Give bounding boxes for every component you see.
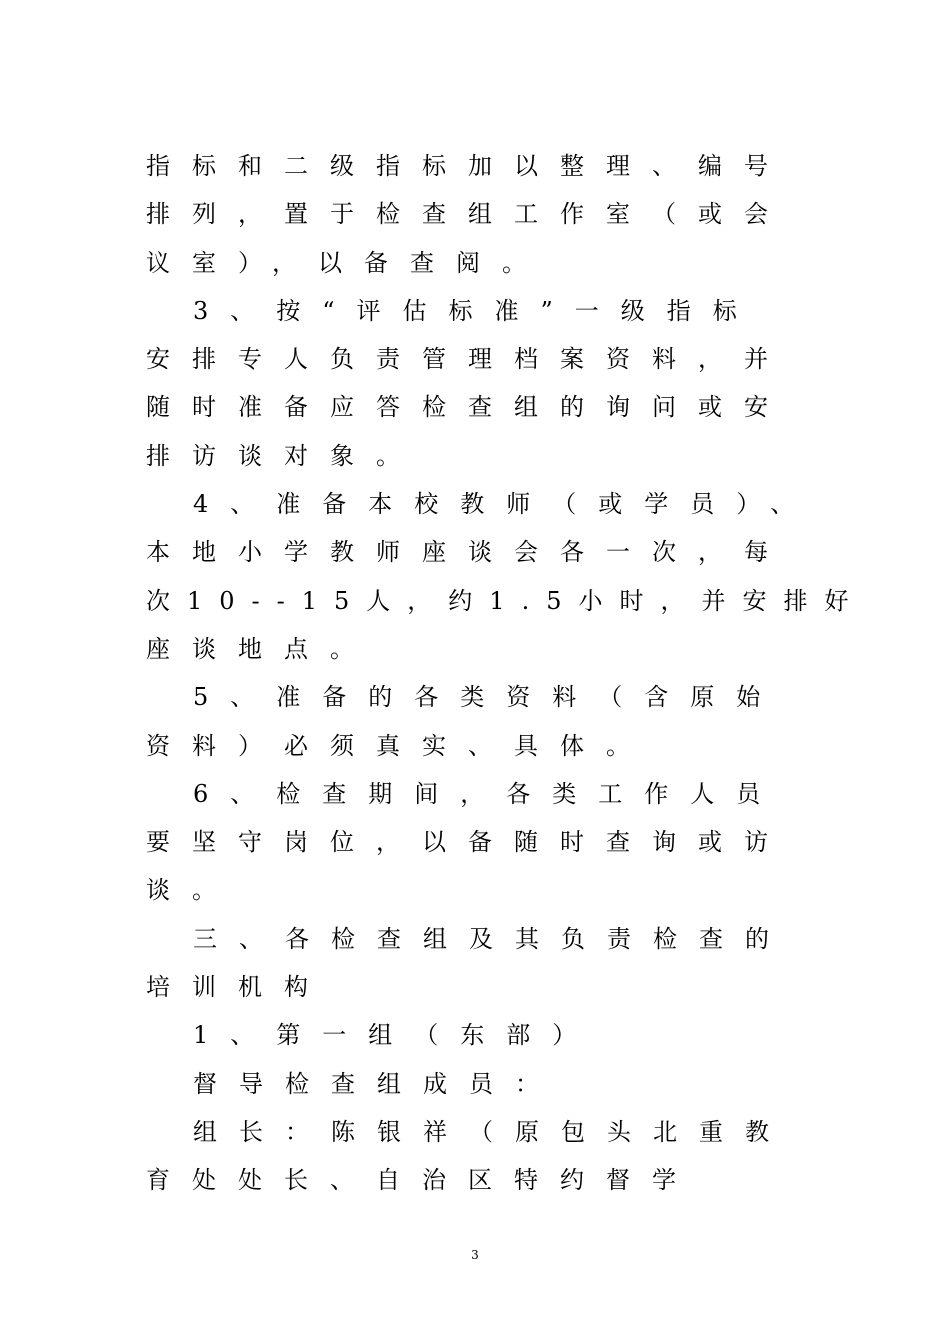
section-heading: 培训机构: [146, 973, 330, 1002]
text-line: 次10--15人，约1.5小时，并安排好: [146, 586, 866, 615]
body-text: [146, 142, 866, 1205]
text-line: 排访谈对象。: [146, 441, 422, 470]
text-line: 谈。: [146, 876, 238, 905]
text-line: 排列，置于检查组工作室（或会: [146, 200, 790, 229]
text-line: 育处处长、自治区特约督学: [146, 1166, 698, 1195]
text-line: 5、准备的各类资料（含原始: [193, 683, 783, 712]
text-line: 议室），以备查阅。: [146, 248, 548, 277]
text-line: 指标和二级指标加以整理、编号: [146, 152, 790, 180]
text-line: 座谈地点。: [146, 634, 376, 663]
text-line: 随时准备应答检查组的询问或安: [146, 393, 790, 422]
text-line: 组长：陈银祥（原包头北重教: [193, 1117, 791, 1146]
page-number: 3: [471, 1248, 479, 1262]
text-line: 6、检查期间，各类工作人员: [193, 779, 783, 808]
text-line: 资料）必须真实、具体。: [146, 731, 652, 760]
text-line: 本地小学教师座谈会各一次，每: [146, 538, 790, 567]
section-heading: 三、各检查组及其负责检查的: [193, 924, 791, 953]
text-line: 督导检查组成员：: [193, 1069, 561, 1098]
text-line: 要坚守岗位，以备随时查询或访: [146, 828, 790, 857]
text-line: 3、按“评估标准”一级指标: [193, 296, 759, 325]
subsection-heading: 1、第一组（东部）: [193, 1021, 599, 1050]
text-line: 4、准备本校教师（或学员）、: [193, 490, 817, 519]
text-line: 安排专人负责管理档案资料，并: [146, 345, 790, 374]
